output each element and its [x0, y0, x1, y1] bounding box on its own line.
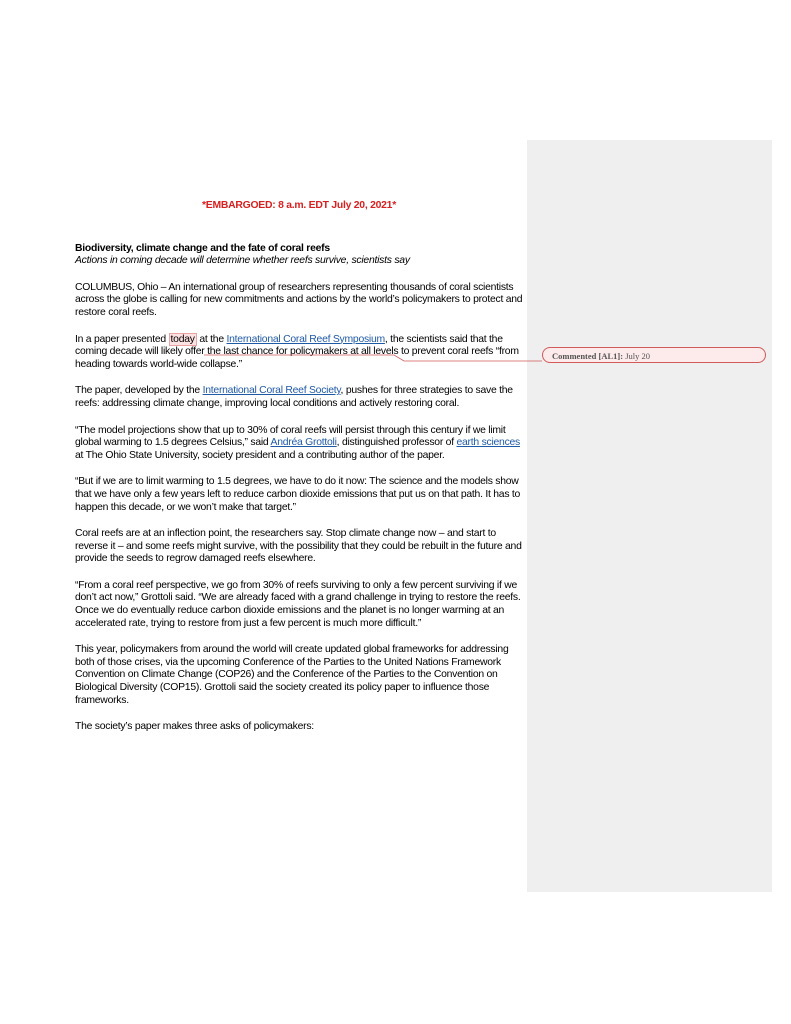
paragraph-4-text-b: , distinguished professor of — [336, 437, 457, 449]
comment-balloon[interactable] — [542, 347, 766, 363]
comment-pane — [527, 140, 772, 892]
paragraph-4-text-c: at The Ohio State University, society president and a contributing author of the paper. — [75, 449, 445, 461]
paragraph-3-text-b: , pushes for three strategies to save the reefs: addressing climate change, improving local conditions and actively restoring coral. — [75, 385, 513, 409]
link-earth-sciences[interactable]: earth sciences — [456, 437, 520, 449]
embargo-notice: *EMBARGOED: 8 a.m. EDT July 20, 2021* — [201, 200, 397, 211]
link-andrea-grottoli[interactable]: Andréa Grottoli — [270, 437, 337, 449]
comment-author-label: Commented [AL1]: — [552, 351, 624, 361]
document-body — [75, 200, 523, 748]
comment-text: July 20 — [623, 351, 650, 361]
paragraph-4-text-a: “The model projections show that up to 30% of coral reefs will persist through this century if we limit global warming to 1.5 degrees Celsius,” said — [75, 424, 506, 449]
paragraph-3-text-a: The paper, developed by the — [75, 385, 203, 397]
paragraph-4 — [75, 425, 523, 463]
headline-title: Biodiversity, climate change and the fate of coral reefs — [75, 242, 330, 254]
headline-block — [75, 243, 523, 268]
paragraph-2-text-a: In a paper presented — [75, 333, 169, 345]
comment-connector-line — [204, 354, 544, 366]
paragraph-5: “But if we are to limit warming to 1.5 degrees, we have to do it now: The science and the models show that we have only a few years left to reduce carbon dioxide emissions that put us on that path. It has to happen this decade, or we won’t make that target.” — [75, 476, 521, 513]
paragraph-9: The society’s paper makes three asks of policymakers: — [75, 721, 314, 733]
paragraph-6: Coral reefs are at an inflection point, the researchers say. Stop climate change now – and start to reverse it – and some reefs might survive, with the possibility that they could be rebuilt in the future and provide the seeds to regrow damaged reefs elsewhere. — [75, 528, 522, 565]
paragraph-1: COLUMBUS, Ohio – An international group of researchers representing thousands of coral scientists across the globe is calling for new commitments and actions by the world’s policymakers to protect and restore coral reefs. — [75, 281, 523, 318]
paragraph-3 — [75, 385, 523, 410]
paragraph-7: “From a coral reef perspective, we go from 30% of reefs surviving to only a few percent surviving if we don’t act now,” Grottoli said. “We are already faced with a grand challenge in trying to restore the reefs. Once we do eventually reduce carbon dioxide emissions and the planet is no longer warming at an accelerated rate, trying to restore from just a few percent is much more difficult.” — [75, 579, 521, 629]
link-coral-reef-symposium[interactable]: International Coral Reef Symposium — [226, 333, 385, 345]
paragraph-2-text-c: , the scientists said that the coming decade will likely offer the last chance for policymakers at all levels to prevent coral reefs “from heading towards world-wide collapse.” — [75, 333, 519, 370]
link-coral-reef-society[interactable]: International Coral Reef Society — [202, 385, 341, 397]
comment-anchor-text[interactable]: today — [170, 333, 195, 345]
paragraph-8: This year, policymakers from around the world will create updated global frameworks for addressing both of those crises, via the upcoming Conference of the Parties to the United Nations Framework Convention on Climate Change (COP26) and the Conference of the Parties to the Convention on Biological Diversity (COP15). Grottoli said the society created its policy paper to influence those frameworks. — [75, 644, 509, 706]
paragraph-2-text-b: at the — [196, 333, 227, 345]
headline-subtitle: Actions in coming decade will determine whether reefs survive, scientists say — [75, 255, 410, 267]
